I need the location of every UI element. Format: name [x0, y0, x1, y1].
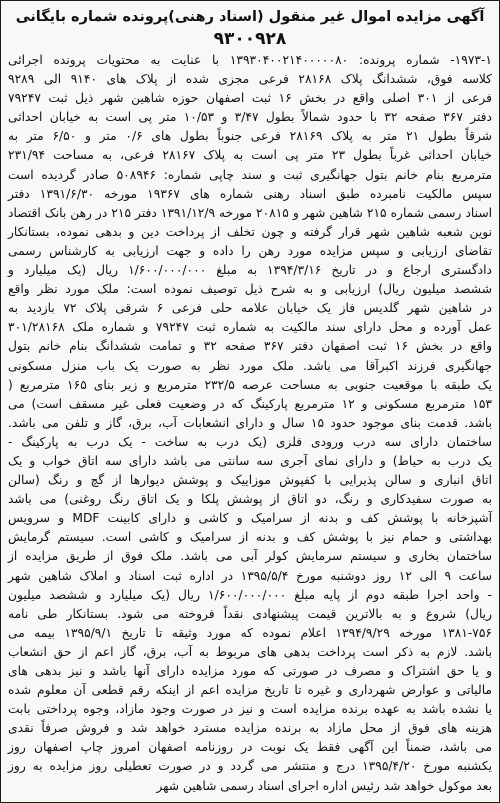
- notice-line: باشد. لازم به ذکر است پرداخت بدهی های مربوط به آب، برق، گاز اعم از حق انشعاب: [8, 644, 492, 659]
- archive-number: ۹۳۰۰۹۲۸: [213, 29, 287, 49]
- notice-line: ساعت ۹ الی ۱۲ روز دوشنبه مورخ ۱۳۹۵/۵/۴ در اداره ثبت اسناد و املاک شاهین شهر: [8, 568, 492, 583]
- notice-line: نوین شعبه شاهین شهر قرار گرفته و چون تخلف از پرداخت دین و بدهی نموده، بستانکار: [8, 224, 492, 239]
- notice-line: سپس مالکیت نامبرده طبق اسناد رهنی شماره های ۱۹۳۶۷ مورخه ۱۳۹۱/۶/۳۰ دفتر: [8, 186, 493, 201]
- notice-line: به صورت سفیدکاری و رنگ، دو اتاق از پوشش پلکا و یک اتاق رنگ روغنی) می باشد: [8, 492, 492, 507]
- notice-line: ساختمان بخاری و سیستم سرمایش کولر آبی می باشد. ملک فوق از طریق مزایده از: [8, 549, 492, 564]
- notice-line: آشپزخانه با پوشش کف و بدنه از سرامیک و کاشی و دارای کابینت MDF و سرویس: [8, 511, 492, 526]
- notice-line: مترمربع بنام خانم بتول جهانگیری ثبت و سند چاپی شماره: ۵۰۸۹۴۶ صادر گردیده است: [8, 167, 493, 182]
- notice-line: ۱۳۸۱-۷۵۶ مورخه ۱۳۹۴/۹/۲۹ اعلام نموده که مورد وثیقه تا تاریخ ۱۳۹۵/۹/۱ بیمه می: [8, 625, 492, 640]
- notice-signature-line: بعد موکول خواهد شد رئیس اداره اجرای اسناد رسمی شاهین شهر: [156, 778, 492, 793]
- notice-body: [8, 51, 492, 796]
- notice-line: اتاق انباری و سالن پذیرایی با کفپوش موزاییک و پوشش دیوارها از گچ و رنگ (سالن: [8, 473, 492, 488]
- notice-line: اسناد رسمی شماره ۲۱۵ شاهین شهر و ۲۰۸۱۵ مورخه ۱۳۹۱/۱۲/۹ دفتر ۲۱۵ در رهن بانک اقتصاد: [8, 205, 492, 220]
- notice-line: یا نشده باشد به عهده برنده مزایده است و نیز در صورت وجود مازاد، وجوه پرداختی بابت: [8, 702, 492, 717]
- notice-line: بهداشتی و حمام نیز با پوشش کف و بدنه از سرامیک و کاشی است. سیستم گرمایش: [8, 530, 492, 545]
- notice-line: ریال) شروع و به بالاترین قیمت پیشنهادی نقداً فروخته می شود. بستانکار طی نامه: [8, 606, 492, 621]
- notice-line: هزینه های فوق از محل مازاد به برنده مزایده مسترد خواهد شد و فروش صرفاً نقدی: [8, 721, 492, 736]
- notice-line: جهانگیری فرزند اکبرآقا می باشد. ملک مورد نظر به صورت یک باب منزل مسکونی: [8, 358, 492, 373]
- notice-line: ساختمان دارای سه درب ورودی فلزی (یک درب به ساخت - یک درب به پارکینگ -: [8, 434, 492, 449]
- notice-line: یک طبقه با موقعیت جنوبی به مساحت عرصه ۲۳۲/۵ مترمربع و زیر بنای ۱۶۵ مترمربع (: [8, 377, 492, 392]
- notice-line: ۱۵۳ مترمربع مسکونی و ۱۲ مترمربع پارکینگ که در وضعیت فعلی غیر مسقف است) می: [8, 396, 492, 411]
- notice-line: - واحد اجرا طبقه دوم از پایه مبلغ ۱/۶۰۰/۰۰۰/۰۰۰ ریال (یک میلیارد و ششصد میلیون: [8, 587, 492, 602]
- notice-line: در شاهین شهر گلدیس فاز یک خیابان علامه حلی فرعی ۶ شرقی پلاک ۷۲ بازدید به: [8, 301, 492, 316]
- notice-line: تقاضای ارزیابی و سپس مزایده مورد رهن را داده و جهت ارزیابی به کارشناس رسمی: [8, 243, 492, 258]
- notice-line: و یا حق اشتراک و مصرف در صورتی که مورد مزایده دارای آنها باشد و نیز بدهی های: [8, 664, 492, 678]
- notice-line: شرقاً بطول ۲۱ متر به پلاک ۲۸۱۶۹ فرعی جنوباً بطول های ۰/۶ متر و ۶/۵۰ متر به: [8, 129, 492, 144]
- notice-line: باشد. قدمت بنای موجود حدود ۱۵ سال و دارای انشعابات آب، برق، گاز و تلفن می باشد.: [8, 415, 493, 430]
- notice-line: ۱۹۷۳-۱- شماره پرونده: ۱۳۹۳۰۴۰۰۲۱۴۰۰۰۰۰۸۰ با عنایت به محتویات پرونده اجرائی: [8, 53, 492, 67]
- notice-line: واقع در بخش ۱۶ ثبت اصفهان دفتر ۳۶۷ صفحه ۳۲ و تمامت ششدانگ بنام خانم بتول: [8, 339, 492, 354]
- notice-line: یکشنبه مورخ ۱۳۹۵/۴/۲۰ درج و منتشر می گردد و در صورت تعطیلی روز مزایده به روز: [8, 759, 492, 774]
- notice-line: مالیاتی و عوارض شهرداری و غیره تا تاریخ مزایده اعم از اینکه رقم قطعی آن معلوم شده: [8, 683, 492, 698]
- notice-line: می باشد، ضمناً این آگهی فقط یک نوبت در روزنامه اصفهان امروز چاپ اصفهان روز: [8, 740, 492, 755]
- notice-title: آگهی مزایده اموال غیر منقول (اسناد رهنی)پرونده شماره بایگانی: [15, 9, 485, 25]
- notice-line: خیابان احداثی غرباً بطول ۲۳ متر پی است به پلاک ۲۸۱۶۷ فرعی، به مساحت ۲۳۱/۹۴: [8, 148, 493, 163]
- notice-line: دادگستری ارجاع و در تاریخ ۱۳۹۴/۳/۱۶ به مبلغ ۱/۶۰۰/۰۰۰/۰۰۰ ریال (یک میلیارد و: [8, 263, 492, 278]
- notice-line: عمل آورده و محل دارای سند مالکیت به شماره ثبت ۷۹۲۴۷ و شماره ملک ۳۰۱/۲۸۱۶۸: [8, 320, 492, 335]
- notice-line: دفتر ۳۶۷ صفحه ۳۲ با حدود شمالاً بطول ۳/۴۷ و ۱۰/۵۳ متر پی است به خیابان احداثی: [8, 110, 492, 125]
- notice-line: یک درب به حیاط) و دارای نمای آجری سه سانتی می باشد دارای سه اتاق خواب و یک: [8, 453, 492, 468]
- notice-line: فرعی از ۳۰۱ اصلی واقع در بخش ۱۶ ثبت اصفهان حوزه شاهین شهر ذیل ثبت ۷۹۲۴۷: [8, 91, 492, 106]
- notice-line: کلاسه فوق، ششدانگ پلاک ۲۸۱۶۸ فرعی مجزی شده از پلاک های ۹۱۴۰ الی ۹۲۸۹: [8, 72, 493, 87]
- notice-line: ششصد میلیون ریال) ارزیابی و به شرح ذیل توصیف نموده است: ملک مورد نظر واقع: [8, 282, 492, 297]
